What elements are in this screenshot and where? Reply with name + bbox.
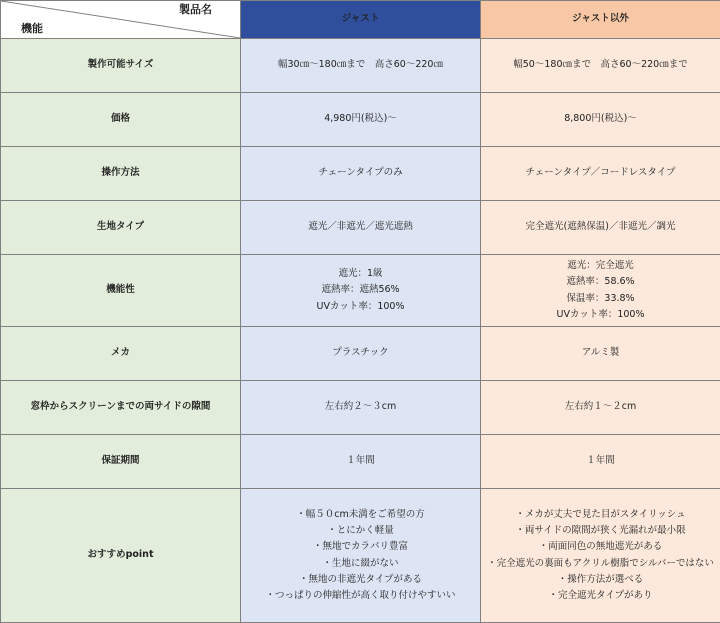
just-value-line: 遮光：1級 — [245, 266, 476, 282]
other-value-line: UVカット率：100% — [485, 307, 716, 323]
table-row — [1, 39, 720, 93]
just-value-line: 遮光／非遮光／遮光遮熱 — [245, 219, 476, 235]
other-value-cell — [481, 39, 720, 93]
just-value-line: ・無地の非遮光タイプがある — [245, 572, 476, 588]
feature-cell: 操作方法 — [1, 147, 241, 201]
other-value-cell — [481, 93, 720, 147]
just-value-line: 左右約２～３cm — [245, 399, 476, 415]
other-value-cell — [481, 381, 720, 435]
feature-cell: 生地タイプ — [1, 201, 241, 255]
other-value-line: チェーンタイプ／コードレスタイプ — [485, 165, 716, 181]
feature-cell: 保証期間 — [1, 435, 241, 489]
just-value-cell — [241, 435, 481, 489]
other-value-cell — [481, 147, 720, 201]
product-name-label: 製品名 — [179, 3, 212, 16]
other-value-line: ・完全遮光の裏面もアクリル樹脂でシルバーではない — [485, 556, 716, 572]
table-row — [1, 93, 720, 147]
just-value-cell — [241, 255, 481, 327]
just-value-line: ・つっぱりの伸縮性が高く取り付けやすいい — [245, 588, 476, 604]
just-value-cell — [241, 327, 481, 381]
just-value-line: ・幅５０cm未満をご希望の方 — [245, 507, 476, 523]
just-value-line: UVカット率：100% — [245, 299, 476, 315]
just-value-line: 遮熱率：遮熱56% — [245, 282, 476, 298]
just-value-line: チェーンタイプのみ — [245, 165, 476, 181]
just-value-cell — [241, 93, 481, 147]
table-row — [1, 435, 720, 489]
other-value-line: ・操作方法が選べる — [485, 572, 716, 588]
other-value-line: １年間 — [485, 453, 716, 469]
other-value-line: 完全遮光(遮熱保温)／非遮光／調光 — [485, 219, 716, 235]
other-value-line: ・完全遮光タイプがあり — [485, 588, 716, 604]
just-value-line: プラスチック — [245, 345, 476, 361]
other-value-cell — [481, 327, 720, 381]
just-value-line: ・生地に綴がない — [245, 556, 476, 572]
other-value-line: アルミ製 — [485, 345, 716, 361]
feature-cell: おすすめpoint — [1, 489, 241, 623]
other-value-line: 8,800円(税込)～ — [485, 111, 716, 127]
other-value-line: 遮光：完全遮光 — [485, 258, 716, 274]
header-row — [1, 1, 720, 39]
other-value-line: ・両面同色の無地遮光がある — [485, 539, 716, 555]
column-header-other: ジャスト以外 — [481, 1, 720, 39]
just-value-line: 4,980円(税込)～ — [245, 111, 476, 127]
feature-cell: 価格 — [1, 93, 241, 147]
table-row — [1, 147, 720, 201]
other-value-line: 左右約１～２cm — [485, 399, 716, 415]
other-value-cell — [481, 255, 720, 327]
just-value-cell — [241, 489, 481, 623]
other-value-line: 遮熱率：58.6% — [485, 274, 716, 290]
feature-cell: 窓枠からスクリーンまでの両サイドの隙間 — [1, 381, 241, 435]
feature-cell: メカ — [1, 327, 241, 381]
just-value-cell — [241, 381, 481, 435]
just-value-line: １年間 — [245, 453, 476, 469]
table-row — [1, 255, 720, 327]
feature-cell: 製作可能サイズ — [1, 39, 241, 93]
column-header-just: ジャスト — [241, 1, 481, 39]
table-row — [1, 327, 720, 381]
just-value-line: ・とにかく軽量 — [245, 523, 476, 539]
other-value-line: 保温率：33.8% — [485, 291, 716, 307]
feature-cell: 機能性 — [1, 255, 241, 327]
other-value-cell — [481, 489, 720, 623]
just-value-cell — [241, 39, 481, 93]
just-value-line: 幅30㎝～180㎝まで 高さ60～220㎝ — [245, 57, 476, 73]
other-value-line: 幅50～180㎝まで 高さ60～220㎝まで — [485, 57, 716, 73]
just-value-cell — [241, 147, 481, 201]
table-row — [1, 489, 720, 623]
corner-header-cell — [1, 1, 241, 39]
just-value-cell — [241, 201, 481, 255]
other-value-line: ・両サイドの隙間が狭く光漏れが最小限 — [485, 523, 716, 539]
table-body — [1, 39, 720, 623]
other-value-cell — [481, 435, 720, 489]
just-value-line: ・無地でカラバリ豊富 — [245, 539, 476, 555]
table-row — [1, 381, 720, 435]
other-value-cell — [481, 201, 720, 255]
table-row — [1, 201, 720, 255]
feature-label: 機能 — [21, 22, 43, 35]
other-value-line: ・メカが丈夫で見た目がスタイリッシュ — [485, 507, 716, 523]
